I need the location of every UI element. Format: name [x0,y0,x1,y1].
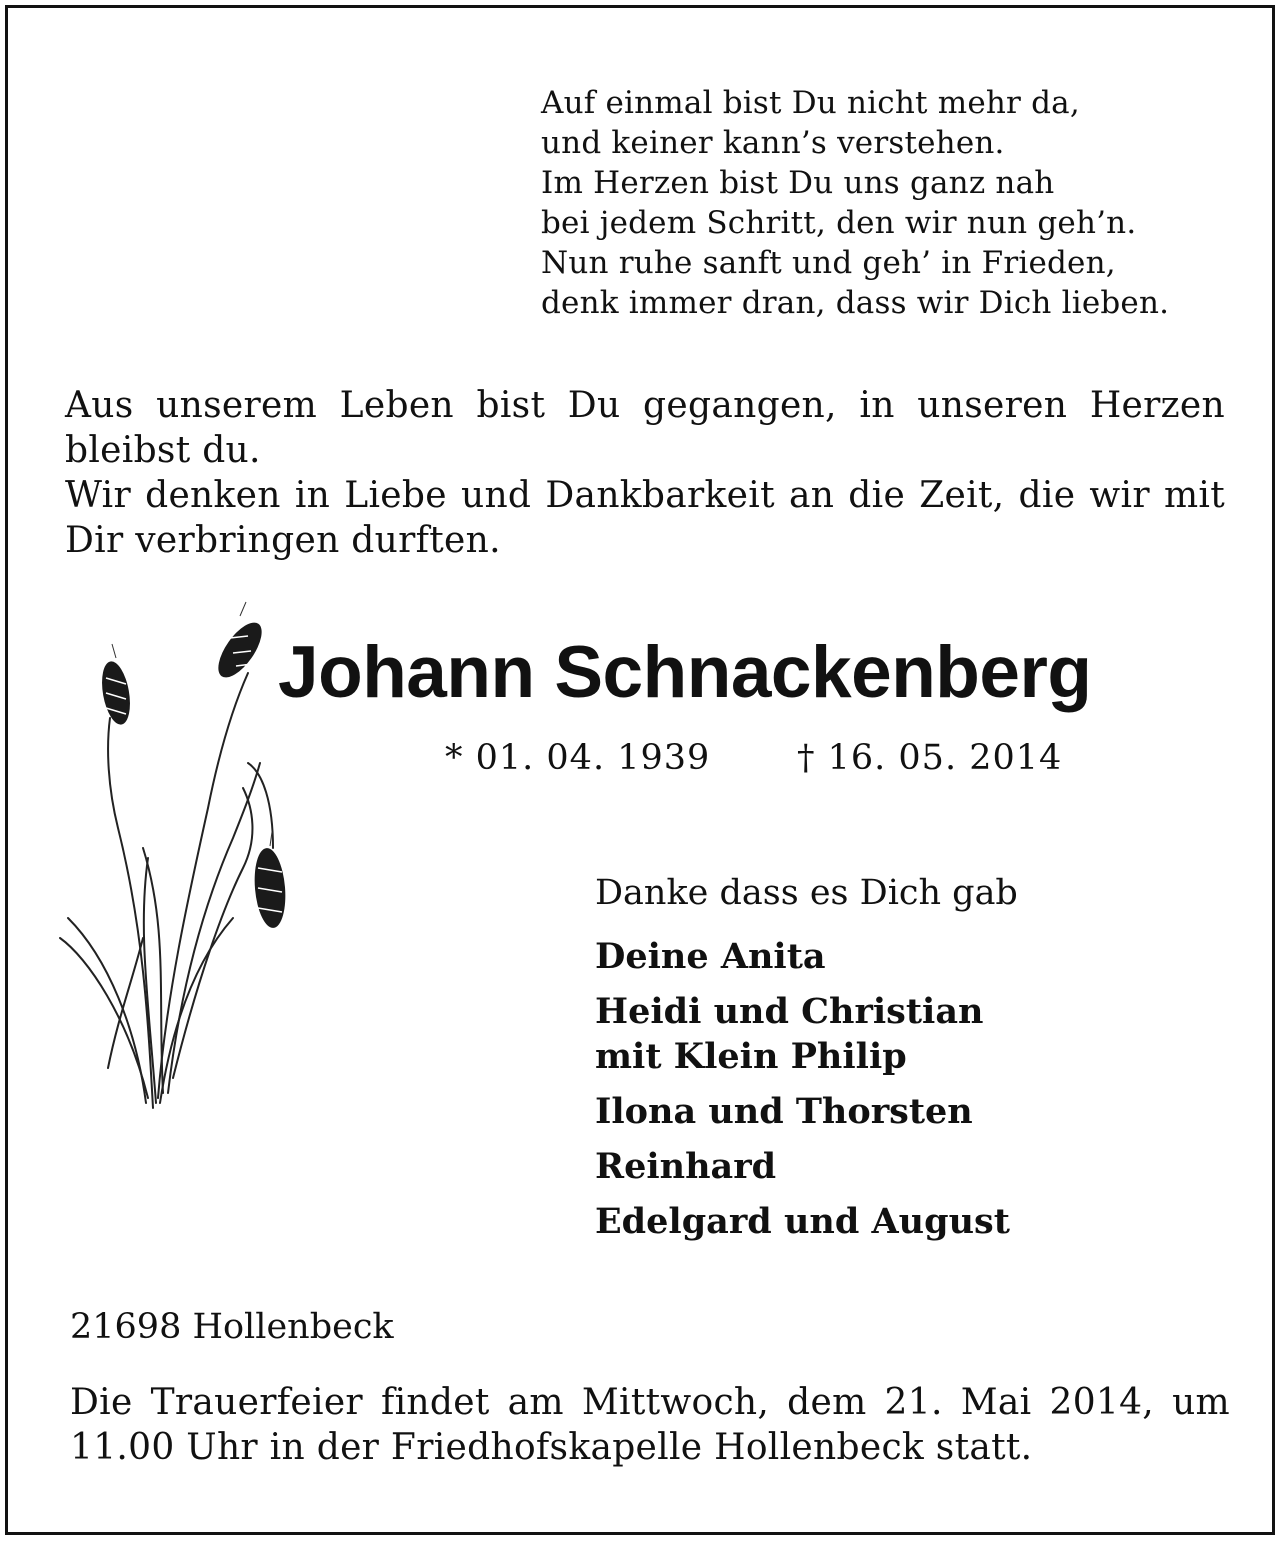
poem-line: Nun ruhe sanft und geh’ in Frieden, [541,245,1116,281]
birth-date: * 01. 04. 1939 [445,738,711,778]
death-date: † 16. 05. 2014 [797,738,1063,778]
wheat-icon [48,598,298,1118]
poem-line: Im Herzen bist Du uns ganz nah [541,165,1055,201]
poem [541,83,1261,323]
family-member: Edelgard und August [595,1201,1010,1242]
deceased-name: Johann Schnackenberg [278,632,1092,713]
poem-line: und keiner kann’s verstehen. [541,125,1005,161]
family-member: mit Klein Philip [595,1036,907,1077]
life-dates [445,737,1145,779]
family-member-group [595,989,1010,1079]
place-line: 21698 Hollenbeck [70,1307,394,1347]
intro-text [65,383,1225,563]
family-member: Heidi und Christian [595,991,984,1032]
service-notice: Die Trauerfeier findet am Mittwoch, dem 21. Mai 2014, um 11.00 Uhr in der Friedhofskapelle Hollenbeck statt. [70,1382,1230,1468]
intro-paragraph: Aus unserem Leben bist Du gegangen, in unseren Herzen bleibst du. [65,385,1225,471]
thanks-line: Danke dass es Dich gab [595,873,1018,913]
poem-line: denk immer dran, dass wir Dich lieben. [541,285,1170,321]
family-member: Reinhard [595,1146,777,1187]
obituary-frame [5,5,1275,1535]
family-list [595,934,1010,1254]
intro-paragraph: Wir denken in Liebe und Dankbarkeit an die Zeit, die wir mit Dir verbringen durften. [65,475,1225,561]
family-member: Ilona und Thorsten [595,1091,973,1132]
family-member: Deine Anita [595,936,826,977]
poem-line: Auf einmal bist Du nicht mehr da, [541,85,1080,121]
poem-line: bei jedem Schritt, den wir nun geh’n. [541,205,1137,241]
